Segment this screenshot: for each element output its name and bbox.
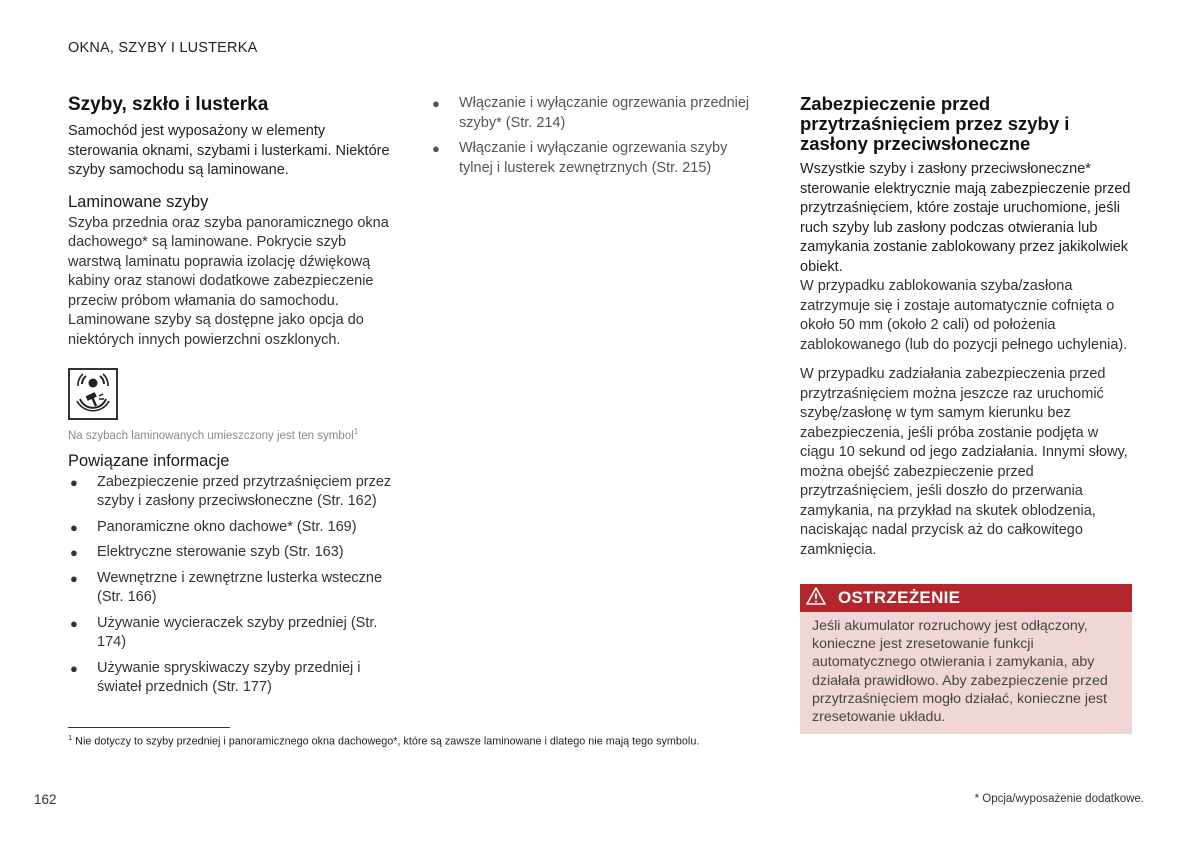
anti-pinch-title: Zabezpieczenie przed przytrzaśnięciem przez szyby i zasłony przeciwsłoneczne bbox=[800, 93, 1070, 154]
related-link[interactable]: ● Używanie wycieraczek szyby przedniej (Str. 174) bbox=[70, 614, 378, 651]
related-link[interactable]: ● Zabezpieczenie przed przytrzaśnięciem przez szyby i zasłony przeciwsłoneczne (Str. 162) bbox=[70, 473, 392, 510]
symbol-caption: Na szybach laminowanych umieszczony jest ten symbol$^1$ bbox=[68, 427, 359, 442]
warning-label: OSTRZEŻENIE bbox=[838, 588, 961, 607]
related-info-list-continued bbox=[430, 94, 765, 178]
chapter-header: OKNA, SZYBY I LUSTERKA bbox=[68, 40, 258, 56]
footnote: $^1$ Nie dotyczy to szyby przedniej i panoramicznego okna dachowego*, które są zawsze laminowane i dlatego nie mają tego symbolu. bbox=[68, 733, 700, 748]
related-info-title: Powiązane informacje bbox=[68, 451, 230, 470]
section-title: Szyby, szkło i lusterka bbox=[68, 94, 269, 115]
intro-paragraph: Samochód jest wyposażony w elementy sterowania oknami, szybami i lusterkami. Niektóre szyby samochodu są laminowane. bbox=[68, 123, 390, 178]
footnote-marker: 1 bbox=[353, 427, 359, 436]
related-link[interactable]: ● Włączanie i wyłączanie ogrzewania przedniej szyby* (Str. 214) bbox=[432, 95, 750, 131]
footnote-divider bbox=[68, 727, 230, 728]
laminated-subtitle: Laminowane szyby bbox=[68, 192, 209, 211]
warning-triangle-icon bbox=[806, 587, 826, 610]
page-number: 162 bbox=[34, 792, 57, 807]
warning-box bbox=[800, 584, 1132, 734]
anti-pinch-paragraph-2: W przypadku zablokowania szyba/zasłona zatrzymuje się i zostaje automatycznie cofnięta o około 50 mm (około 2 cali) od położenia zablokowanego (lub do pozycji pełnego uchylenia). bbox=[800, 278, 1128, 353]
related-info-list bbox=[68, 473, 398, 698]
left-column bbox=[68, 94, 398, 704]
related-link[interactable]: ● Panoramiczne okno dachowe* (Str. 169) bbox=[70, 518, 357, 535]
anti-pinch-paragraph-1: Wszystkie szyby i zasłony przeciwsłoneczne* sterowanie elektrycznie mają zabezpieczenie przed przytrzaśnięciem, które zostaje uruchomione, jeśli ruch szyby lub zasłony podczas otwierania lub zamykania zostanie zablokowany przez jakikolwiek obiekt. bbox=[800, 161, 1131, 275]
warning-text: Jeśli akumulator rozruchowy jest odłączony, konieczne jest zresetowanie funkcji automatycznego otwierania i zamykania, aby działała prawidłowo. Aby zabezpieczenie przed przytrzaśnięciem mogło działać, konieczne jest zresetowanie układu. bbox=[812, 618, 1108, 726]
laminated-glass-symbol-icon bbox=[68, 368, 118, 420]
right-column bbox=[800, 94, 1134, 734]
related-link[interactable]: ● Używanie spryskiwaczy szyby przedniej i świateł przednich (Str. 177) bbox=[70, 659, 361, 696]
anti-pinch-paragraph-3: W przypadku zadziałania zabezpieczenia przed przytrzaśnięciem można jeszcze raz uruchomić szybę/zasłonę w tym samym kierunku bez zabezpieczenia, jeśli próba zostanie podjęta w ciągu 10 sekund od jego zadziałania. Innymi słowy, można obejść zabezpieczenie przed przytrzaśnięciem, jeśli doszło do przerwania zamykania, na przykład na skutek oblodzenia, naciskając nadal przycisk aż do całkowitego zamknięcia. bbox=[800, 366, 1128, 558]
laminated-paragraph: Szyba przednia oraz szyba panoramicznego okna dachowego* są laminowane. Pokrycie szyb warstwą laminatu poprawia izolację dźwiękową kabiny oraz stanowi dodatkowe zabezpieczenie przeciw próbom włamania do samochodu. Laminowane szyby są dostępne jako opcja do niektórych innych powierzchni oszklonych. bbox=[68, 214, 389, 348]
related-link[interactable]: ● Wewnętrzne i zewnętrzne lusterka wsteczne (Str. 166) bbox=[70, 569, 383, 606]
middle-column bbox=[430, 94, 765, 184]
footnote-number: 1 bbox=[68, 733, 73, 742]
warning-header bbox=[800, 584, 1132, 612]
related-link[interactable]: ● Włączanie i wyłączanie ogrzewania szyby tylnej i lusterek zewnętrznych (Str. 215) bbox=[432, 140, 728, 176]
related-link[interactable]: ● Elektryczne sterowanie szyb (Str. 163) bbox=[70, 544, 344, 561]
option-note: * Opcja/wyposażenie dodatkowe. bbox=[974, 793, 1144, 805]
